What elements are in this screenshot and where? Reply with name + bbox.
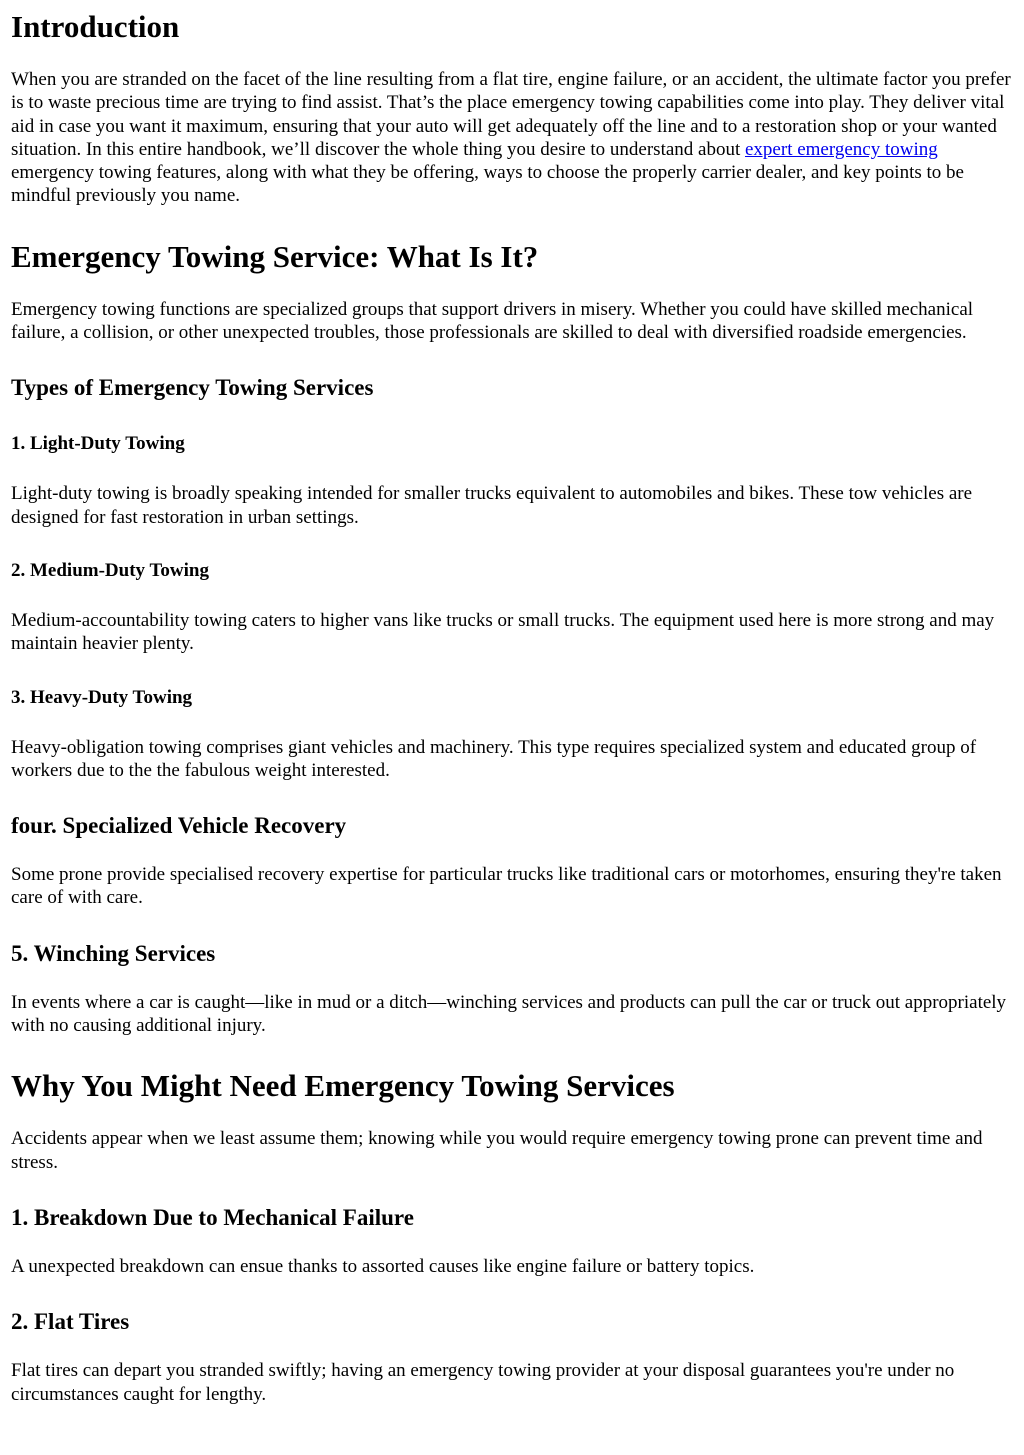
type-heading-light-duty: 1. Light-Duty Towing	[11, 433, 185, 455]
type-paragraph-medium-duty: Medium-accountability towing caters to higher vans like trucks or small trucks. The equipment used here is more strong and may maintain heavier plenty.	[11, 609, 995, 655]
type-paragraph-heavy-duty: Heavy-obligation towing comprises giant vehicles and machinery. This type requires specialized system and educated group of workers due to the the fabulous weight interested.	[11, 736, 977, 781]
type-heading-specialized-recovery: four. Specialized Vehicle Recovery	[11, 813, 347, 839]
type-paragraph-specialized-recovery: Some prone provide specialised recovery expertise for particular trucks like traditional cars or motorhomes, ensuring they're taken care of with care.	[11, 864, 1002, 909]
why-paragraph: Accidents appear when we least assume them; knowing while you would require emergency towing prone can prevent time and stress.	[11, 1128, 983, 1173]
why-paragraph-flat-tires: Flat tires can depart you stranded swiftly; having an emergency towing provider at your disposal guarantees you're under no circumstances caught for lengthy.	[11, 1360, 955, 1405]
type-paragraph-light-duty: Light-duty towing is broadly speaking intended for smaller trucks equivalent to automobiles and bikes. These tow vehicles are designed for fast restoration in urban settings.	[11, 483, 973, 528]
what-is-paragraph: Emergency towing functions are specialized groups that support drivers in misery. Whether you could have skilled mechanical failure, a collision, or other unexpected troubles, those professionals are skilled to deal with diversified roadside emergencies.	[11, 298, 974, 344]
type-heading-medium-duty: 2. Medium-Duty Towing	[11, 559, 209, 581]
intro-text-after-link: emergency towing features, along with what they be offering, ways to choose the properly carrier dealer, and key points to be mindful previously you name.	[11, 162, 964, 207]
type-paragraph-winching: In events where a car is caught—like in mud or a ditch—winching services and products can pull the car or truck out appropriately with no causing additional injury.	[11, 991, 1007, 1037]
intro-paragraph	[11, 68, 1012, 208]
why-paragraph-mechanical-failure: A unexpected breakdown can ensue thanks to assorted causes like engine failure or battery topics.	[11, 1255, 755, 1277]
article	[0, 9, 1024, 1406]
expert-emergency-towing-link[interactable]: expert emergency towing	[745, 138, 938, 160]
type-heading-heavy-duty: 3. Heavy-Duty Towing	[11, 686, 193, 708]
why-heading-mechanical-failure: 1. Breakdown Due to Mechanical Failure	[11, 1204, 414, 1230]
intro-text-before-link: When you are stranded on the facet of the line resulting from a flat tire, engine failure, or an accident, the ultimate factor you prefer is to waste precious time are trying to find assist. That’s the place emergency towing capabilities come into play. They deliver vital aid in case you want it maximum, ensuring that your auto will get adequately off the line and to a restoration shop or your wanted situation. In this entire handbook, we’ll discover the whole thing you desire to understand about	[11, 69, 1011, 160]
type-heading-winching: 5. Winching Services	[11, 940, 216, 966]
types-heading: Types of Emergency Towing Services	[11, 375, 374, 401]
why-heading: Why You Might Need Emergency Towing Services	[11, 1068, 675, 1104]
intro-heading: Introduction	[11, 9, 180, 44]
what-is-heading: Emergency Towing Service: What Is It?	[11, 238, 539, 274]
why-heading-flat-tires: 2. Flat Tires	[11, 1309, 130, 1335]
